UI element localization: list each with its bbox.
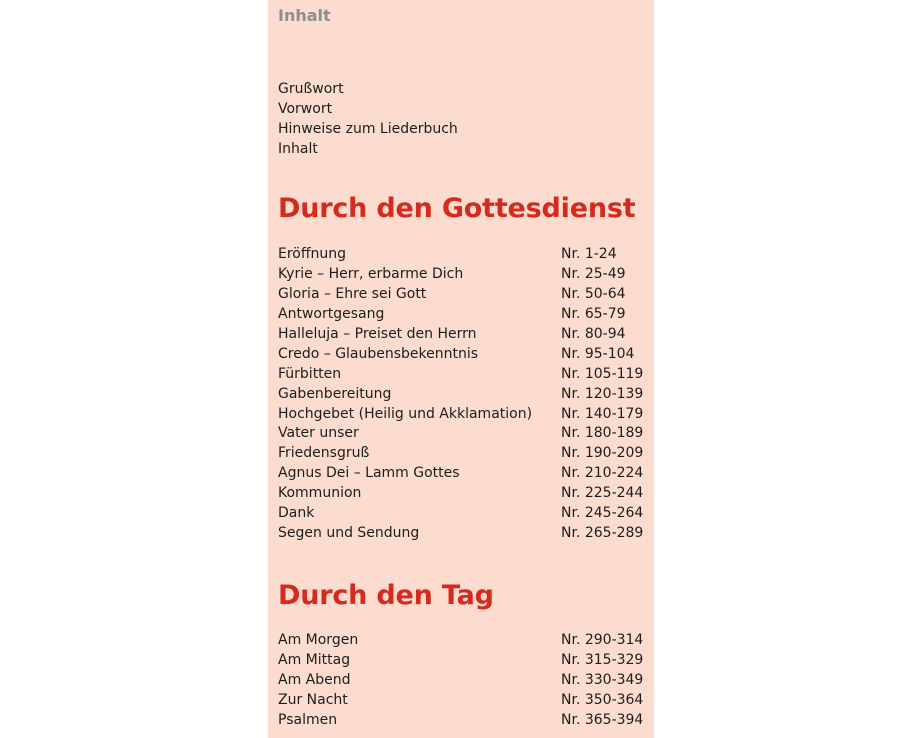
item-label: Vater unser [278,425,359,442]
item-number: Nr. 180-189 [561,425,644,442]
item-label: Gabenbereitung [278,385,392,402]
item-label: Gloria – Ehre sei Gott [278,285,427,302]
item-number: Nr. 25-49 [561,265,626,282]
list-item[interactable] [278,285,643,305]
list-item[interactable] [278,631,643,651]
item-label: Kommunion [278,485,362,502]
item-label: Am Abend [278,671,351,688]
item-number: Nr. 365-394 [561,711,644,728]
item-label: Friedensgruß [278,445,370,462]
section-title-tag: Durch den Tag [278,580,494,611]
list-item[interactable] [278,484,643,504]
item-number: Nr. 245-264 [561,505,644,522]
item-number: Nr. 315-329 [561,651,644,668]
item-number: Nr. 65-79 [561,305,626,322]
section-title-gottesdienst: Durch den Gottesdienst [278,193,636,224]
intro-item[interactable]: Grußwort [278,81,344,97]
item-number: Nr. 1-24 [561,246,617,262]
list-item[interactable] [278,345,643,365]
item-number: Nr. 140-179 [561,405,644,422]
item-number: Nr. 80-94 [561,325,626,342]
list-item[interactable] [278,464,643,484]
list-item[interactable] [278,651,643,671]
item-label: Agnus Dei – Lamm Gottes [278,465,460,482]
list-item[interactable] [278,424,643,444]
list-item[interactable] [278,245,643,265]
list-item[interactable] [278,325,643,345]
list-item[interactable] [278,405,643,425]
list-item[interactable] [278,265,643,285]
intro-item[interactable]: Inhalt [278,141,318,157]
intro-item[interactable]: Hinweise zum Liederbuch [278,121,458,137]
list-item[interactable] [278,444,643,464]
item-label: Psalmen [278,711,338,728]
item-number: Nr. 50-64 [561,285,626,302]
toc-page [268,0,654,738]
list-item[interactable] [278,524,643,544]
item-label: Am Morgen [278,632,359,648]
item-number: Nr. 290-314 [561,632,644,648]
item-label: Dank [278,505,315,522]
item-number: Nr. 105-119 [561,365,644,382]
item-label: Segen und Sendung [278,525,420,542]
item-number: Nr. 225-244 [561,485,644,502]
item-number: Nr. 95-104 [561,345,635,362]
item-number: Nr. 190-209 [561,445,644,462]
item-label: Fürbitten [278,365,342,382]
page-header: Inhalt [278,6,331,25]
list-item[interactable] [278,504,643,524]
item-number: Nr. 265-289 [561,525,644,542]
list-item[interactable] [278,671,643,691]
item-label: Antwortgesang [278,305,385,322]
item-label: Kyrie – Herr, erbarme Dich [278,265,464,282]
list-item[interactable] [278,385,643,405]
item-label: Halleluja – Preiset den Herrn [278,325,477,342]
list-item[interactable] [278,365,643,385]
item-number: Nr. 210-224 [561,465,644,482]
item-label: Hochgebet (Heilig und Akklamation) [278,405,533,422]
intro-item[interactable]: Vorwort [278,101,333,117]
item-number: Nr. 330-349 [561,671,644,688]
intro-list [278,79,458,159]
section-list-tag [278,631,643,731]
item-label: Eröffnung [278,246,347,262]
item-label: Zur Nacht [278,691,348,708]
section-list-gottesdienst [278,245,643,544]
item-number: Nr. 350-364 [561,691,644,708]
list-item[interactable] [278,711,643,731]
list-item[interactable] [278,305,643,325]
item-label: Am Mittag [278,651,351,668]
list-item[interactable] [278,691,643,711]
item-label: Credo – Glaubensbekenntnis [278,345,479,362]
item-number: Nr. 120-139 [561,385,644,402]
